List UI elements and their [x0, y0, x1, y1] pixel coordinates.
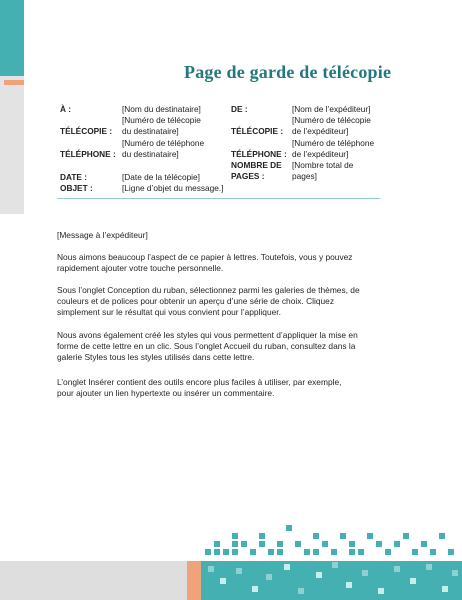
from-fax-label: TÉLÉCOPIE : [231, 126, 284, 136]
from-phone-label: TÉLÉPHONE : [231, 149, 287, 159]
top-left-teal-block [0, 0, 24, 76]
from-phone-value-line1: [Numéro de téléphone [292, 138, 375, 148]
date-value: [Date de la télécopie] [122, 172, 200, 182]
page-title: Page de garde de télécopie [184, 62, 392, 82]
paragraph-line: forme de cette lettre en un clic. Sous l’onglet Accueil du ruban, consultez dans la [57, 341, 356, 351]
message-paragraph-1 [57, 252, 377, 274]
subject-value: [Ligne d’objet du message.] [122, 183, 224, 193]
paragraph-line: pour ajouter un lien hypertexte ou insérer un commentaire. [57, 388, 275, 398]
paragraph-line: galerie Styles tous les styles utilisés dans cette lettre. [57, 352, 255, 362]
message-paragraph-3 [57, 330, 377, 363]
to-label: À : [60, 104, 72, 114]
date-label: DATE : [60, 172, 88, 182]
paragraph-line: Sous l’onglet Conception du ruban, sélectionnez parmi les galeries de thèmes, de [57, 285, 360, 295]
fax-value-line1: [Numéro de télécopie [122, 115, 201, 125]
bottom-orange-accent [187, 561, 201, 600]
from-fax-value-line1: [Numéro de télécopie [292, 115, 371, 125]
paragraph-line: Nous aimons beaucoup l’aspect de ce papier à lettres. Toutefois, vous y pouvez [57, 252, 353, 262]
fax-label: TÉLÉCOPIE : [60, 126, 113, 136]
sender-message-placeholder: [Message à l’expéditeur] [57, 230, 148, 240]
paragraph-line: simplement sur le résultat qui vous convient pour l’appliquer. [57, 307, 281, 317]
pages-label-line1: NOMBRE DE [231, 160, 282, 170]
phone-value-line2: du destinataire] [122, 149, 179, 159]
phone-label: TÉLÉPHONE : [60, 149, 116, 159]
bottom-teal-block [201, 561, 462, 600]
fax-value-line2: du destinataire] [122, 126, 179, 136]
paragraph-line: couleurs et de polices pour obtenir un aperçu d’une série de choix. Cliquez [57, 296, 335, 306]
left-orange-accent [4, 80, 24, 85]
to-value: [Nom du destinataire] [122, 104, 201, 114]
paragraph-line: rapidement ajouter votre touche personnelle. [57, 263, 224, 273]
pages-label-line2: PAGES : [231, 171, 265, 181]
from-value: [Nom de l’expéditeur] [292, 104, 371, 114]
header-divider [57, 198, 380, 199]
paragraph-line: L’onglet Insérer contient des outils encore plus faciles à utiliser, par exemple, [57, 377, 342, 387]
subject-label: OBJET : [60, 183, 93, 193]
from-fax-value-line2: de l’expéditeur] [292, 126, 349, 136]
paragraph-line: Nous avons également créé les styles qui vous permettent d’appliquer la mise en [57, 330, 358, 340]
phone-value-line1: [Numéro de téléphone [122, 138, 205, 148]
from-label: DE : [231, 104, 248, 114]
pages-value-line1: [Nombre total de [292, 160, 354, 170]
pages-value-line2: pages] [292, 171, 317, 181]
message-paragraph-4 [57, 377, 377, 399]
message-paragraph-2 [57, 285, 377, 318]
from-phone-value-line2: de l’expéditeur] [292, 149, 349, 159]
